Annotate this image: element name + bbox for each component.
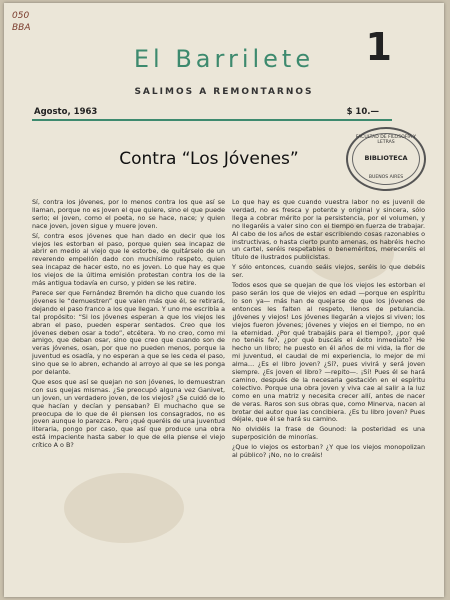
stamp-center-text: BIBLIOTECA bbox=[364, 154, 408, 162]
magazine-page bbox=[4, 3, 444, 597]
left-column bbox=[32, 199, 225, 452]
paragraph: No olvidéis la frase de Gounod: la posteridad es una superposición de minorías. bbox=[232, 425, 425, 442]
paragraph: Que esos que así se quejan no son jóvenes, lo demuestran con sus quejas mismas. ¿Se preocupó alguna vez Ganivet, un joven, un verdadero joven, de los viejos? ¿Se cuidó de lo que hacían y decían y pensaban? El muchacho que se preocupa de lo que de él piensen los consagrados, no es joven aunque lo parezca. Pero ¡qué queréis de una juventud literaria, pongo por caso, que así que produce una obra está impaciente hasta saber lo que de ella piense el viejo crítico A o B? bbox=[32, 377, 226, 450]
magazine-title: El Barrilete bbox=[133, 45, 315, 73]
masthead-rule bbox=[32, 119, 392, 121]
issue-price: $ 10.— bbox=[346, 107, 379, 117]
handwritten-note: BBA bbox=[12, 23, 31, 33]
handwritten-note: 050 bbox=[12, 11, 30, 21]
issue-date: Agosto, 1963 bbox=[34, 107, 98, 117]
paragraph: Todos esos que se quejan de que los viejos les estorban el paso serán los que de viejos en edad —porque en espíritu lo son ya— más han de quejarse de que los jóvenes de entonces les falten al respeto, llenos de petulancia. ¡Jóvenes y viejos! Los jóvenes llegarán a viejos si viven; los viejos fueron jóvenes; jóvenes y viejos en el tiempo, no en la eternidad. ¿Por qué trabajáis para el tiempo?, ¿por qué no tenéis fe?, ¿por qué buscáis el éxito inmediato? He hecho un libro; he puesto en él años de mi vida, la flor de mi juventud, el caudal de mi experiencia, lo mejor de mi alma… ¿Es el libro joven? ¿Sí?, pues vivirá y será joven siempre. ¿Es joven el libro? —repito—. ¡Sí! Pues él se hará camino, después de la necesaria gestación en el espíritu colectivo. Porque una obra joven y viva cae al salir a la luz como en una matriz y necesita crecer allí, antes de nacer de veras. Raros son sus obras que, como Minerva, nacen al brotar del autor que las concibiera. ¿Es tu libro joven? Pues déjale, que él se hará su camino. bbox=[232, 281, 425, 424]
stamp-top-text: FACULTAD DE FILOSOFÍA Y LETRAS bbox=[355, 135, 417, 145]
paragraph: Parece ser que Fernández Bremón ha dicho que cuando los jóvenes le “demuestren” que valen más que él, se retirará, dejando el paso franco a los que llegan. Y uno me escribía a tal propósito: “Si los jóvenes esperan a que los viejos les abran el paso, pueden esperar sentados. Creo que los jóvenes deben osar a todo”, etcétera. Yo no creo, como mi amigo, que deban osar, sino que creo que cuando son de veras jóvenes, osan, por que no pueden menos, porque la juventud es osadía, y no esperan a que se les ceda el paso, sino que se lo abren, echando al arroyo al que se les ponga por delante. bbox=[32, 288, 225, 377]
paragraph: Sí, contra los jóvenes, por lo menos contra los que así se llaman, porque no es joven el que quiere, sino el que puede serlo; el joven, como el poeta, no se hace, nace; y quien nace joven, joven sigue y muere joven. bbox=[32, 198, 225, 230]
issue-number: 1 bbox=[365, 25, 392, 69]
paper-stain bbox=[64, 473, 184, 543]
paragraph: Y sólo entonces, cuando seáis viejos, seréis lo que debéis ser. bbox=[232, 263, 425, 280]
right-column bbox=[232, 199, 425, 462]
stamp-bottom-text: BUENOS AIRES bbox=[368, 175, 404, 180]
paragraph: Sí, contra esos jóvenes que han dado en decir que los viejos les estorban el paso, porque quien sea incapaz de abrir en medio al viejo que le estorbe, de quitárselo de un reverendo empellón dado con muchísimo respeto, quien sea incapaz de hacer esto, no es joven. Lo que hay es que los viejos de la última emisión protestan contra los de la más antigua todavía en curso, y piden se les retire. bbox=[32, 231, 225, 288]
article-headline: Contra “Los Jóvenes” bbox=[119, 149, 299, 169]
paragraph: ¿Que lo viejos os estorban? ¿Y que los viejos monopolizan al público? ¡No, no lo creáis! bbox=[232, 443, 425, 460]
paragraph: Lo que hay es que cuando vuestra labor no es juvenil de verdad, no es fresca y potente y original y sincera, sólo llega a cobrar mérito por la persistencia, por el volumen, y no llegaréis a valer sino con el tiempo en fuerza de trabajar. Al cabo de los años de estar escribiendo cosas razonables o instructivas, o hasta cierto punto amenas, os habréis hecho un cartel, seréis respetables o beneméritos, mereceréis el título de ilustrados publicistas. bbox=[232, 198, 425, 262]
magazine-subtitle: SALIMOS A REMONTARNOS bbox=[134, 87, 314, 97]
